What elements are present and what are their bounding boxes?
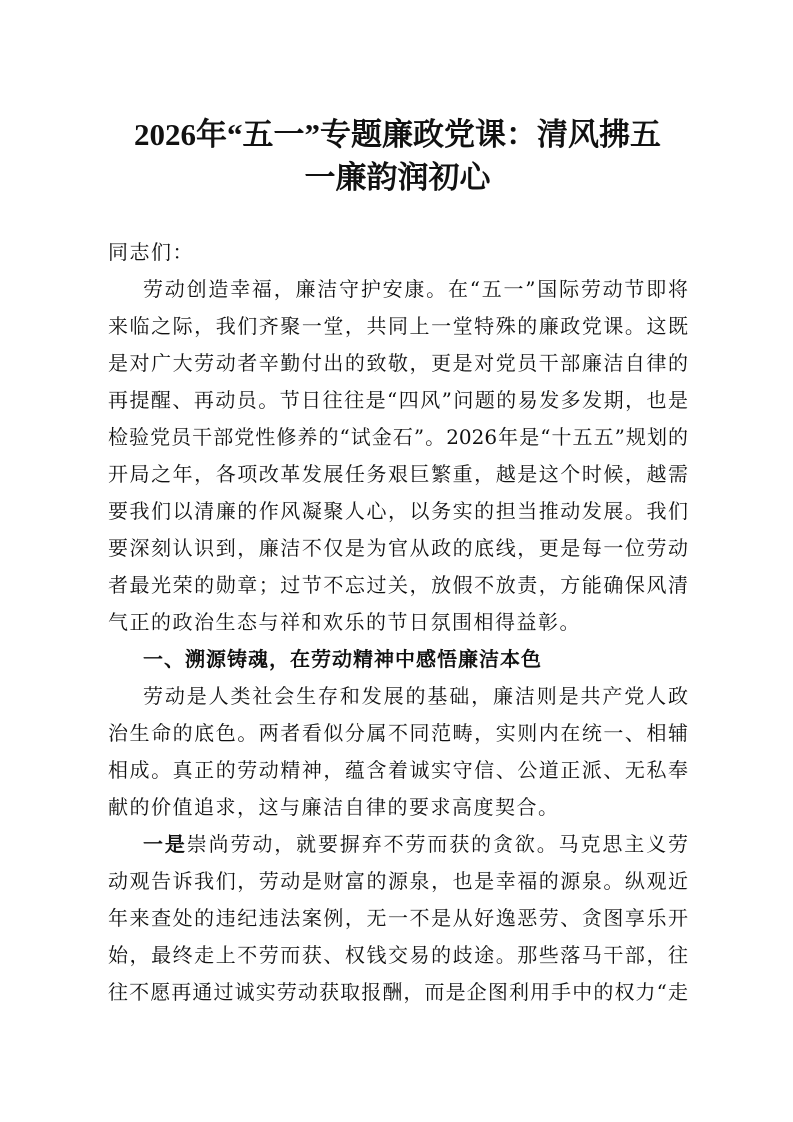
text-span: 崇尚劳动，就要摒弃不劳而获的贪欲。马克思主义劳 [186, 832, 688, 856]
text-line: 要深刻认识到，廉洁不仅是为官从政的底线，更是每一位劳动 [108, 536, 688, 560]
text-line: 动观告诉我们，劳动是财富的源泉，也是幸福的源泉。纵观近 [108, 869, 688, 893]
text-line: 年来查处的违纪违法案例，无一不是从好逸恶劳、贪图享乐开 [108, 906, 688, 930]
text-line: 检验党员干部党性修养的“试金石”。2026年是“十五五”规划的 [108, 425, 688, 449]
text-line: 要我们以清廉的作风凝聚人心，以务实的担当推动发展。我们 [108, 499, 688, 523]
text-line: 相成。真正的劳动精神，蕴含着诚实守信、公道正派、无私奉 [108, 758, 688, 782]
text-line: 来临之际，我们齐聚一堂，共同上一堂特殊的廉政党课。这既 [108, 314, 688, 338]
salutation: 同志们： [108, 240, 194, 264]
text-line: 气正的政治生态与祥和欢乐的节日氛围相得益彰。 [108, 610, 581, 634]
text-line [108, 826, 688, 863]
text-line: 治生命的底色。两者看似分属不同范畴，实则内在统一、相辅 [108, 721, 688, 745]
document-body [108, 234, 688, 1011]
text-line: 再提醒、再动员。节日往往是“四风”问题的易发多发期，也是 [108, 388, 688, 412]
document-title [100, 113, 695, 199]
section-heading: 一、溯源铸魂，在劳动精神中感悟廉洁本色 [143, 647, 542, 671]
text-line: 始，最终走上不劳而获、权钱交易的歧途。那些落马干部，往 [108, 943, 688, 967]
text-line: 开局之年，各项改革发展任务艰巨繁重，越是这个时候，越需 [108, 462, 688, 486]
title-line-2: 一廉韵润初心 [304, 160, 491, 195]
intro-paragraph [108, 271, 688, 641]
section1-paragraph-1 [108, 678, 688, 826]
section1-paragraph-2 [108, 826, 688, 1011]
title-line-1: 2026年“五一”专题廉政党课：清风拂五 [134, 117, 661, 152]
paragraph-lead: 一是 [143, 832, 187, 856]
text-line: 是对广大劳动者辛勤付出的致敬，更是对党员干部廉洁自律的 [108, 351, 688, 375]
text-line: 往不愿再通过诚实劳动获取报酬，而是企图利用手中的权力“走 [108, 980, 688, 1004]
text-line: 劳动是人类社会生存和发展的基础，廉洁则是共产党人政 [143, 684, 688, 708]
text-line: 者最光荣的勋章；过节不忘过关，放假不放责，方能确保风清 [108, 573, 688, 597]
text-line: 献的价值追求，这与廉洁自律的要求高度契合。 [108, 795, 560, 819]
text-line: 劳动创造幸福，廉洁守护安康。在“五一”国际劳动节即将 [143, 277, 688, 301]
